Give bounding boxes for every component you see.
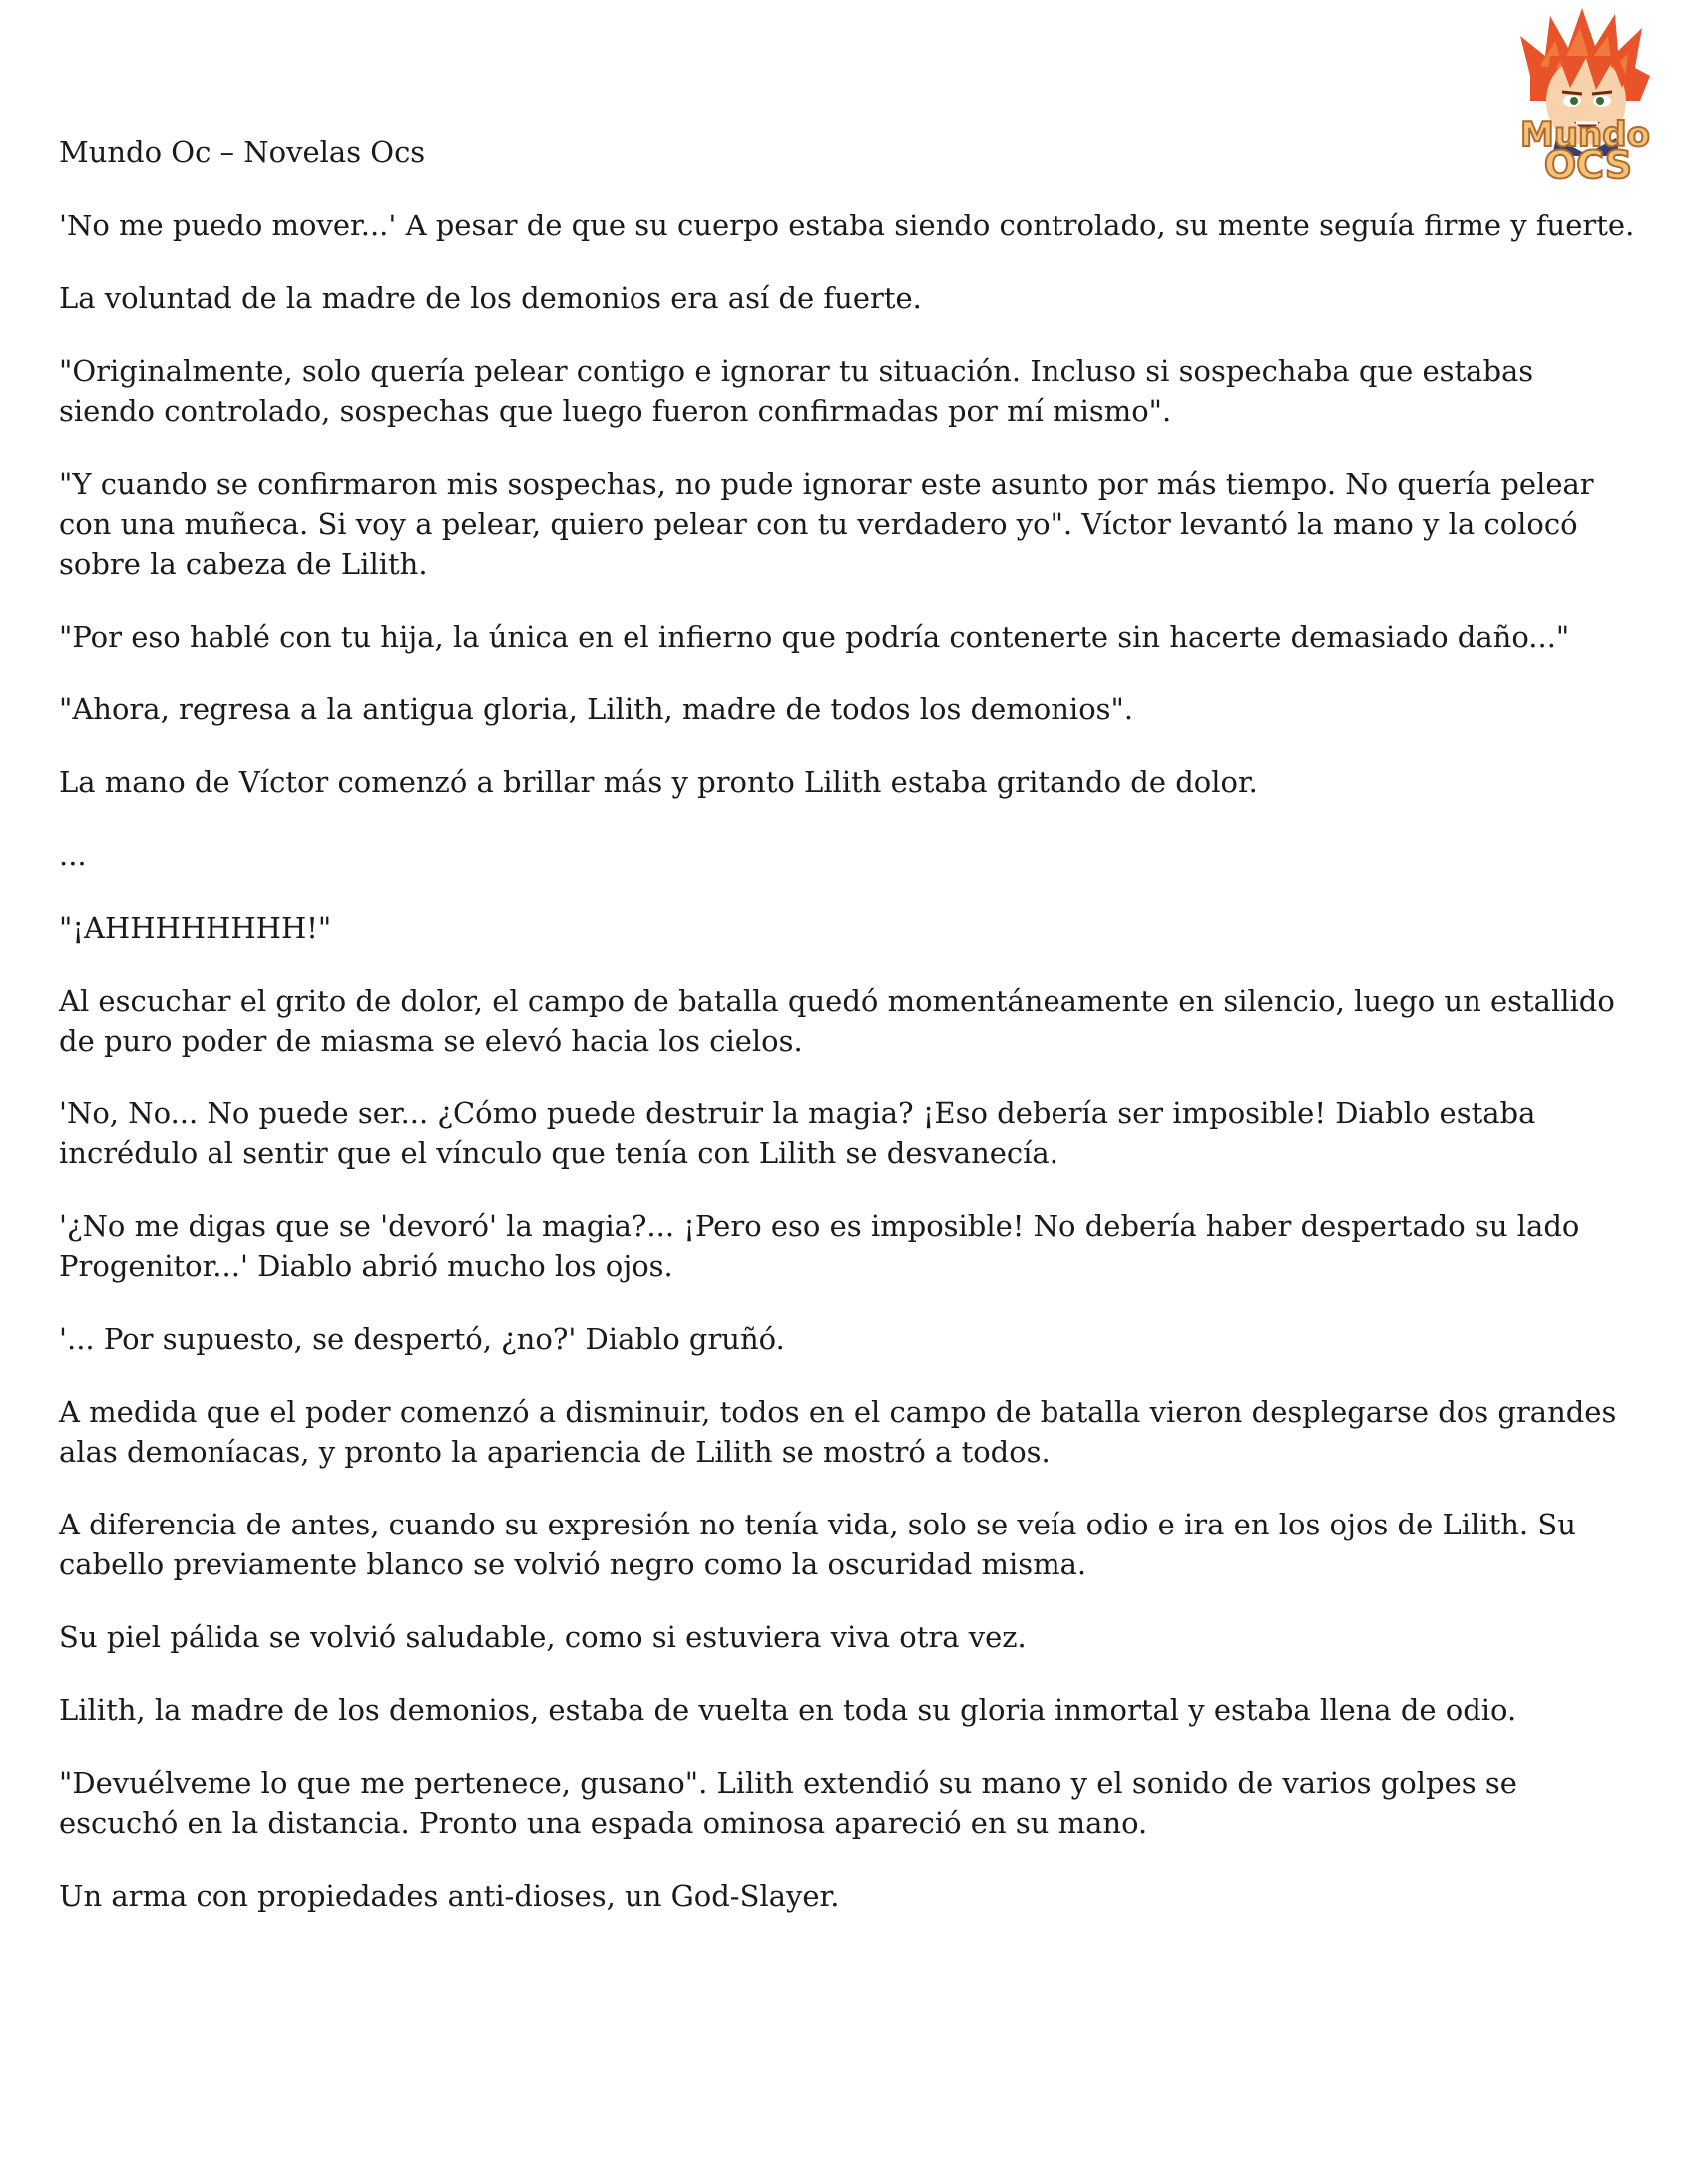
paragraph: 'No, No... No puede ser... ¿Cómo puede destruir la magia? ¡Eso debería ser imposible! Diablo estaba incrédulo al sentir que el vínculo que tenía con Lilith se desvanecía.: [59, 1096, 1536, 1170]
paragraph: Su piel pálida se volvió saludable, como si estuviera viva otra vez.: [59, 1620, 1027, 1654]
paragraph: "Por eso hablé con tu hija, la única en el infierno que podría contenerte sin hacerte demasiado daño...": [59, 620, 1570, 654]
paragraph: "Originalmente, solo quería pelear contigo e ignorar tu situación. Incluso si sospechaba que estabas siendo controlado, sospechas que luego fueron confirmadas por mí mismo".: [59, 354, 1534, 428]
paragraph: Al escuchar el grito de dolor, el campo de batalla quedó momentáneamente en silencio, luego un estallido de puro poder de miasma se elevó hacia los cielos.: [59, 984, 1615, 1058]
paragraph: '... Por supuesto, se despertó, ¿no?' Diablo gruñó.: [59, 1322, 785, 1356]
paragraph: '¿No me digas que se 'devoró' la magia?... ¡Pero eso es imposible! No debería haber despertado su lado Progenitor...' Diablo abrió mucho los ojos.: [59, 1209, 1580, 1283]
paragraph: 'No me puedo mover...' A pesar de que su cuerpo estaba siendo controlado, su mente seguía firme y fuerte.: [59, 209, 1635, 242]
paragraph: "Y cuando se confirmaron mis sospechas, no pude ignorar este asunto por más tiempo. No quería pelear con una muñeca. Si voy a pelear, quiero pelear con tu verdadero yo". Víctor levantó la mano y la colocó sobre la cabeza de Lilith.: [59, 467, 1594, 581]
paragraph: "Ahora, regresa a la antigua gloria, Lilith, madre de todos los demonios".: [59, 692, 1134, 726]
mundo-ocs-logo: [1500, 6, 1670, 184]
chapter-body: [59, 206, 1635, 1949]
header-title: Mundo Oc – Novelas Ocs: [59, 135, 426, 169]
paragraph: La voluntad de la madre de los demonios era así de fuerte.: [59, 281, 922, 315]
paragraph: "¡AHHHHHHHH!": [59, 911, 332, 945]
paragraph: A medida que el poder comenzó a disminuir, todos en el campo de batalla vieron desplegarse dos grandes alas demoníacas, y pronto la apariencia de Lilith se mostró a todos.: [59, 1395, 1617, 1469]
paragraph: Un arma con propiedades anti-dioses, un God-Slayer.: [59, 1879, 840, 1913]
paragraph: "Devuélveme lo que me pertenece, gusano". Lilith extendió su mano y el sonido de varios golpes se escuchó en la distancia. Pronto una espada ominosa apareció en su mano.: [59, 1766, 1517, 1840]
paragraph: La mano de Víctor comenzó a brillar más y pronto Lilith estaba gritando de dolor.: [59, 765, 1258, 799]
paragraph: Lilith, la madre de los demonios, estaba de vuelta en toda su gloria inmortal y estaba llena de odio.: [59, 1693, 1517, 1727]
paragraph: ...: [59, 838, 87, 872]
logo-text-bottom: OCS: [1543, 143, 1633, 184]
logo-text-top: Mundo: [1520, 115, 1650, 155]
paragraph: A diferencia de antes, cuando su expresión no tenía vida, solo se veía odio e ira en los ojos de Lilith. Su cabello previamente blanco se volvió negro como la oscuridad misma.: [59, 1508, 1576, 1581]
